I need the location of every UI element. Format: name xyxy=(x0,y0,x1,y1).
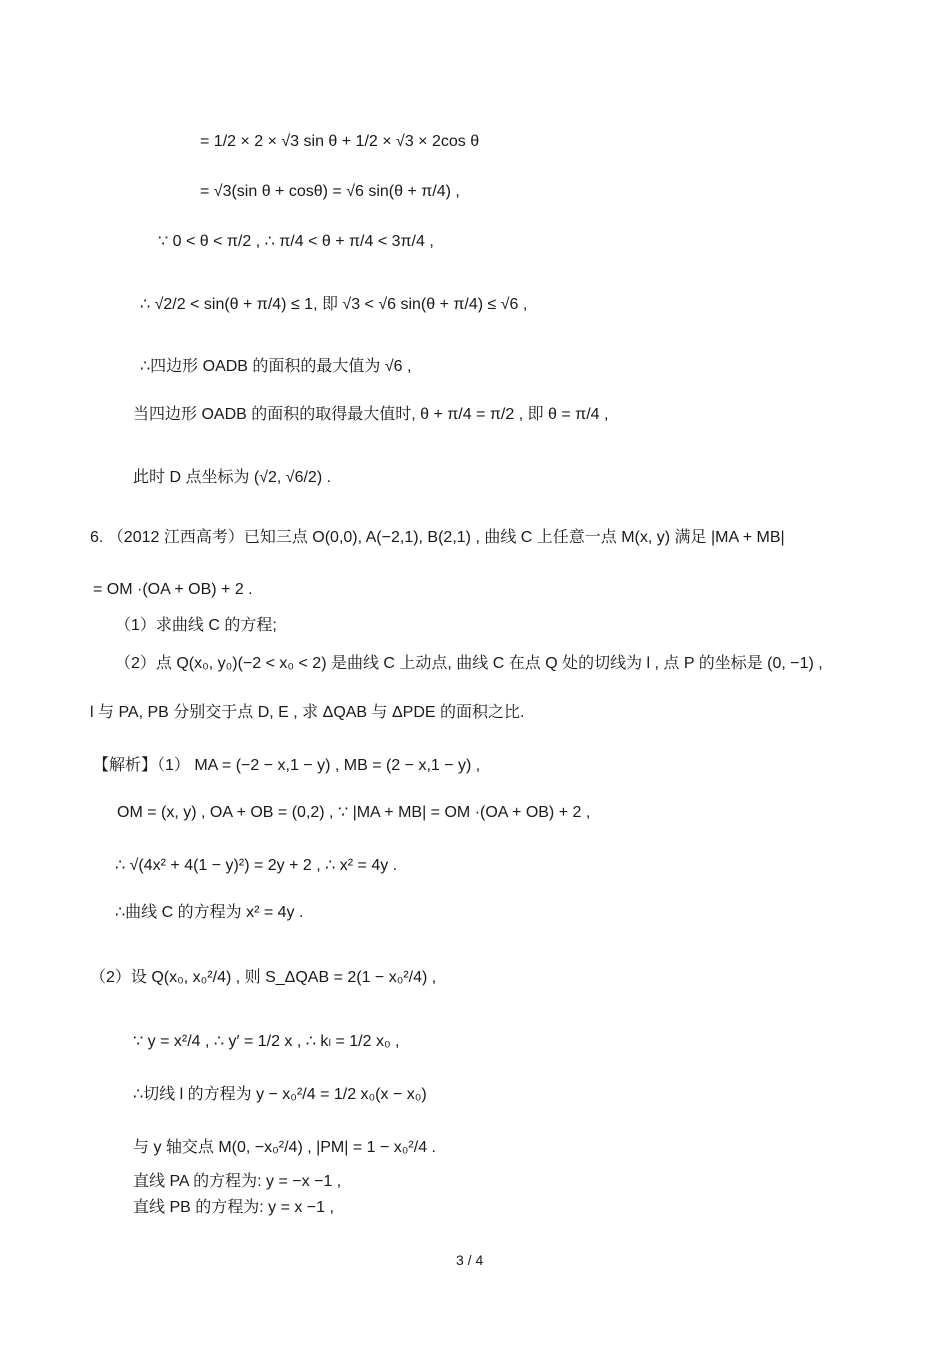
problem-part-1: （1）求曲线 C 的方程; xyxy=(115,617,277,634)
solution-line: 直线 PA 的方程为: y = −x −1 , xyxy=(133,1173,342,1190)
solution-line: ∴ √(4x² + 4(1 − y)²) = 2y + 2 , ∴ x² = 4y . xyxy=(115,857,398,874)
solution-line: OM = (x, y) , OA + OB = (0,2) , ∵ |MA + MB| = OM ·(OA + OB) + 2 , xyxy=(117,804,591,821)
formula-line: ∵ 0 < θ < π/2 , ∴ π/4 < θ + π/4 < 3π/4 , xyxy=(158,233,434,250)
problem-statement: 6. （2012 江西高考）已知三点 O(0,0), A(−2,1), B(2,1) , 曲线 C 上任意一点 M(x, y) 满足 |MA + MB| xyxy=(90,529,785,546)
solution-line: ∵ y = x²/4 , ∴ y′ = 1/2 x , ∴ kₗ = 1/2 x₀ , xyxy=(133,1033,400,1050)
text-line: ∴四边形 OADB 的面积的最大值为 √6 , xyxy=(140,358,412,375)
solution-line: ∴切线 l 的方程为 y − x₀²/4 = 1/2 x₀(x − x₀) xyxy=(133,1086,427,1103)
text-line: 此时 D 点坐标为 (√2, √6/2) . xyxy=(133,469,332,486)
solution-line: ∴曲线 C 的方程为 x² = 4y . xyxy=(115,904,304,921)
formula-line: ∴ √2/2 < sin(θ + π/4) ≤ 1, 即 √3 < √6 sin(θ + π/4) ≤ √6 , xyxy=(140,296,528,313)
formula-line: = √3(sin θ + cosθ) = √6 sin(θ + π/4) , xyxy=(200,183,460,200)
page-number: 3 / 4 xyxy=(456,1252,484,1268)
problem-part-2: （2）点 Q(x₀, y₀)(−2 < x₀ < 2) 是曲线 C 上动点, 曲线 C 在点 Q 处的切线为 l , 点 P 的坐标是 (0, −1) , xyxy=(115,655,823,672)
formula-line: = 1/2 × 2 × √3 sin θ + 1/2 × √3 × 2cos θ xyxy=(200,133,480,150)
problem-part-2: l 与 PA, PB 分别交于点 D, E , 求 ΔQAB 与 ΔPDE 的面积之比. xyxy=(90,704,525,721)
problem-statement: = OM ·(OA + OB) + 2 . xyxy=(93,581,253,598)
solution-line: 与 y 轴交点 M(0, −x₀²/4) , |PM| = 1 − x₀²/4 . xyxy=(133,1139,436,1156)
text-line: 当四边形 OADB 的面积的取得最大值时, θ + π/4 = π/2 , 即 θ = π/4 , xyxy=(133,406,609,423)
solution-line: 【解析】（1） MA = (−2 − x,1 − y) , MB = (2 − x,1 − y) , xyxy=(93,757,481,774)
solution-line: （2）设 Q(x₀, x₀²/4) , 则 S_ΔQAB = 2(1 − x₀²/4) , xyxy=(90,969,437,986)
solution-line: 直线 PB 的方程为: y = x −1 , xyxy=(133,1199,334,1216)
